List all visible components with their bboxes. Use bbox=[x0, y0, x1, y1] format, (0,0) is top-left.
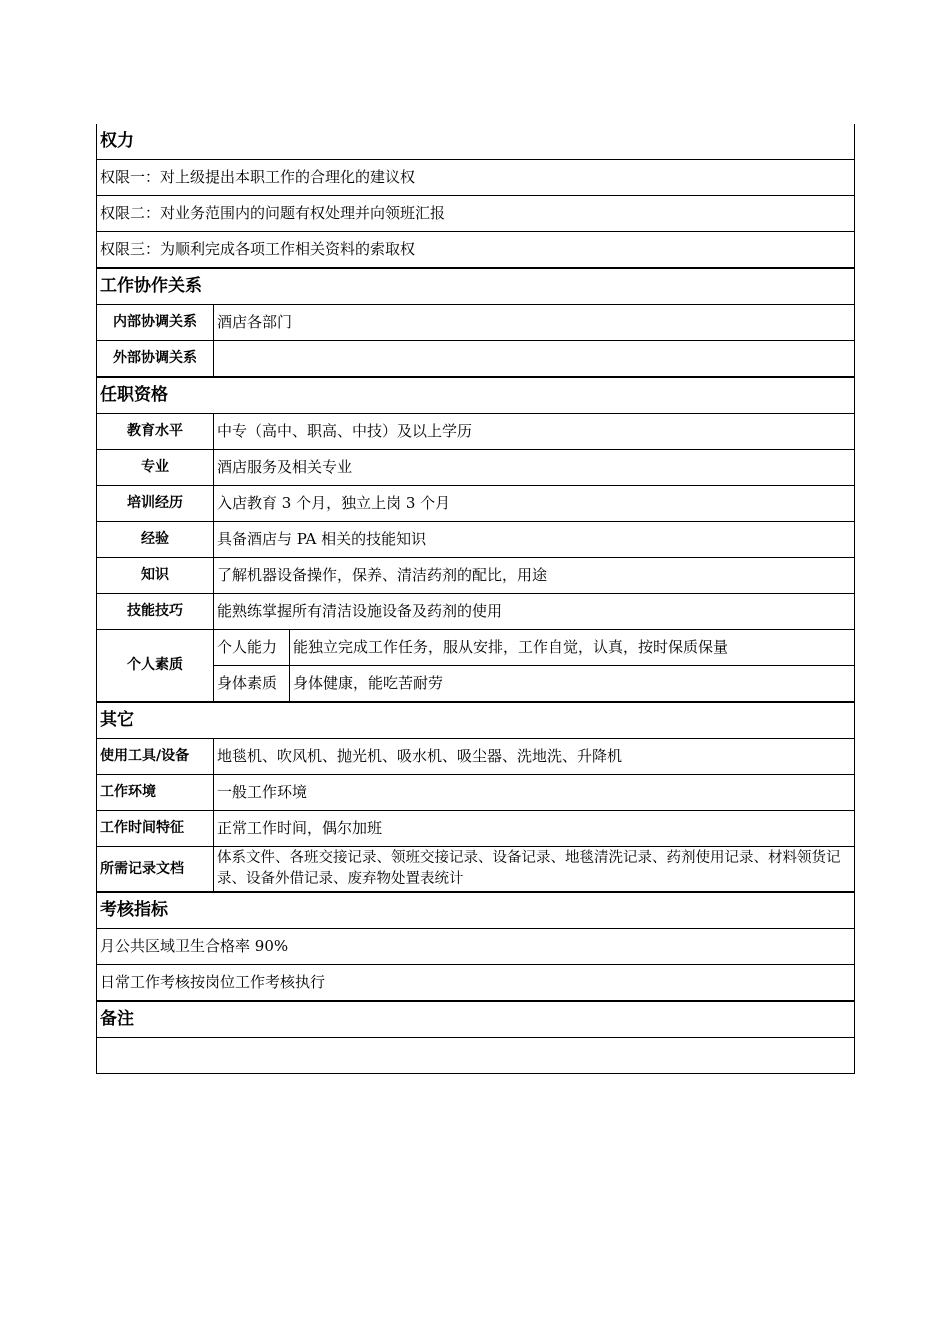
job-description-table bbox=[96, 124, 855, 1074]
education-label: 教育水平 bbox=[97, 414, 214, 450]
ability-label: 个人能力 bbox=[214, 630, 290, 666]
environment-value: 一般工作环境 bbox=[214, 775, 855, 811]
other-title: 其它 bbox=[97, 702, 855, 739]
cooperation-section-header bbox=[97, 268, 855, 305]
experience-row bbox=[97, 522, 855, 558]
internal-coordination-row bbox=[97, 305, 855, 341]
skill-row bbox=[97, 594, 855, 630]
assessment-item-2: 日常工作考核按岗位工作考核执行 bbox=[97, 965, 855, 1002]
records-value: 体系文件、各班交接记录、领班交接记录、设备记录、地毯清洗记录、药剂使用记录、材料领货记录、设备外借记录、废弃物处置表统计 bbox=[214, 847, 855, 893]
education-value: 中专（高中、职高、中技）及以上学历 bbox=[214, 414, 855, 450]
physical-label: 身体素质 bbox=[214, 666, 290, 703]
tools-label: 使用工具/设备 bbox=[97, 739, 214, 775]
power-item-1: 权限一：对上级提出本职工作的合理化的建议权 bbox=[97, 160, 855, 196]
power-title: 权力 bbox=[97, 124, 855, 160]
tools-row bbox=[97, 739, 855, 775]
environment-row bbox=[97, 775, 855, 811]
power-row bbox=[97, 232, 855, 269]
skill-label: 技能技巧 bbox=[97, 594, 214, 630]
records-label: 所需记录文档 bbox=[97, 847, 214, 893]
remarks-title: 备注 bbox=[97, 1001, 855, 1038]
other-section-header bbox=[97, 702, 855, 739]
knowledge-label: 知识 bbox=[97, 558, 214, 594]
work-time-label: 工作时间特征 bbox=[97, 811, 214, 847]
tools-value: 地毯机、吹风机、抛光机、吸水机、吸尘器、洗地洗、升降机 bbox=[214, 739, 855, 775]
power-row bbox=[97, 196, 855, 232]
internal-coordination-label: 内部协调关系 bbox=[97, 305, 214, 341]
remarks-value bbox=[97, 1038, 855, 1074]
training-value: 入店教育 3 个月，独立上岗 3 个月 bbox=[214, 486, 855, 522]
knowledge-value: 了解机器设备操作，保养、清洁药剂的配比，用途 bbox=[214, 558, 855, 594]
assessment-row bbox=[97, 965, 855, 1002]
physical-value: 身体健康，能吃苦耐劳 bbox=[290, 666, 855, 703]
power-row bbox=[97, 160, 855, 196]
power-item-2: 权限二：对业务范围内的问题有权处理并向领班汇报 bbox=[97, 196, 855, 232]
qualification-title: 任职资格 bbox=[97, 377, 855, 414]
assessment-section-header bbox=[97, 892, 855, 929]
assessment-row bbox=[97, 929, 855, 965]
internal-coordination-value: 酒店各部门 bbox=[214, 305, 855, 341]
skill-value: 能熟练掌握所有清洁设施设备及药剂的使用 bbox=[214, 594, 855, 630]
major-row bbox=[97, 450, 855, 486]
work-time-row bbox=[97, 811, 855, 847]
assessment-title: 考核指标 bbox=[97, 892, 855, 929]
knowledge-row bbox=[97, 558, 855, 594]
training-row bbox=[97, 486, 855, 522]
power-section-header bbox=[97, 124, 855, 160]
external-coordination-label: 外部协调关系 bbox=[97, 341, 214, 378]
cooperation-title: 工作协作关系 bbox=[97, 268, 855, 305]
education-row bbox=[97, 414, 855, 450]
power-item-3: 权限三：为顺利完成各项工作相关资料的索取权 bbox=[97, 232, 855, 269]
remarks-section-header bbox=[97, 1001, 855, 1038]
major-value: 酒店服务及相关专业 bbox=[214, 450, 855, 486]
ability-value: 能独立完成工作任务，服从安排，工作自觉，认真，按时保质保量 bbox=[290, 630, 855, 666]
major-label: 专业 bbox=[97, 450, 214, 486]
environment-label: 工作环境 bbox=[97, 775, 214, 811]
work-time-value: 正常工作时间，偶尔加班 bbox=[214, 811, 855, 847]
external-coordination-row bbox=[97, 341, 855, 378]
remarks-row bbox=[97, 1038, 855, 1074]
personal-quality-label: 个人素质 bbox=[97, 630, 214, 703]
external-coordination-value bbox=[214, 341, 855, 378]
training-label: 培训经历 bbox=[97, 486, 214, 522]
assessment-item-1: 月公共区域卫生合格率 90% bbox=[97, 929, 855, 965]
experience-label: 经验 bbox=[97, 522, 214, 558]
personal-ability-row bbox=[97, 630, 855, 666]
qualification-section-header bbox=[97, 377, 855, 414]
records-row bbox=[97, 847, 855, 893]
experience-value: 具备酒店与 PA 相关的技能知识 bbox=[214, 522, 855, 558]
